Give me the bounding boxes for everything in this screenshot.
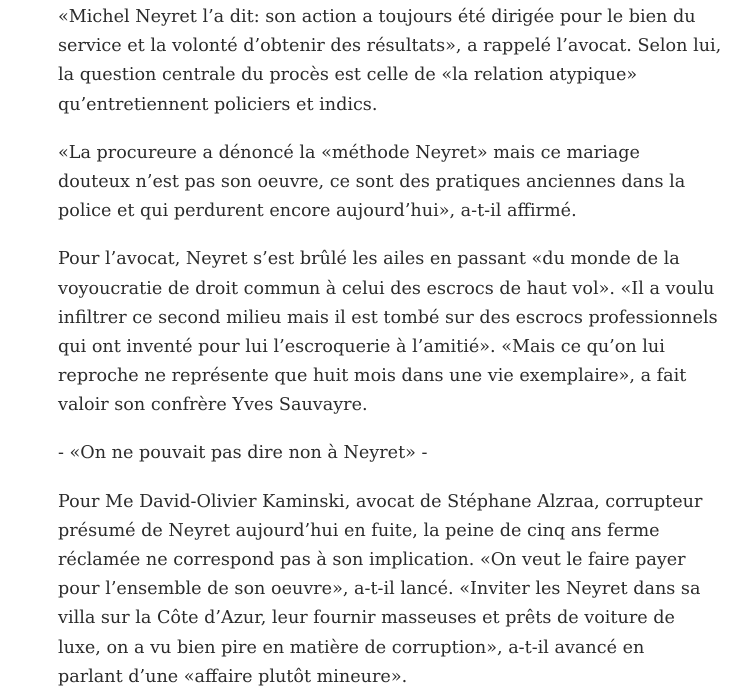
text-line: villa sur la Côte d’Azur, leur fournir masseuses et prêts de voiture de — [58, 608, 675, 629]
paragraph-spacer — [58, 120, 708, 139]
text-line: «Michel Neyret l’a dit: son action a toujours été dirigée pour le bien du — [58, 7, 696, 27]
text-line: la question centrale du procès est celle de «la relation atypique» — [58, 65, 638, 86]
text-line: valoir son confrère Yves Sauvayre. — [58, 395, 368, 416]
paragraph-avocat — [58, 245, 718, 420]
text-line: qui ont inventé pour lui l’escroquerie à l’amitié». «Mais ce qu’on lui — [58, 336, 665, 357]
article-body — [58, 3, 722, 692]
text-line: présumé de Neyret aujourd’hui en fuite, la peine de cinq ans ferme — [58, 520, 660, 541]
text-line: «La procureure a dénoncé la «méthode Neyret» mais ce mariage — [58, 142, 640, 163]
paragraph-neyret-statement — [58, 3, 722, 120]
text-line: voyoucratie de droit commun à celui des escrocs de haut vol». «Il a voulu — [58, 278, 715, 299]
text-line: luxe, on a vu bien pire en matière de corruption», a-t-il avancé en — [58, 637, 645, 658]
text-line: Pour l’avocat, Neyret s’est brûlé les ailes en passant «du monde de la — [58, 249, 680, 270]
text-line: police et qui perdurent encore aujourd’hui», a-t-il affirmé. — [58, 201, 577, 222]
paragraph-spacer — [58, 469, 708, 488]
paragraph-kaminski — [58, 488, 708, 692]
paragraph-spacer — [58, 226, 708, 245]
text-line: Pour Me David-Olivier Kaminski, avocat de Stéphane Alzraa, corrupteur — [58, 491, 703, 512]
section-subheading — [58, 439, 708, 468]
text-line: service et la volonté d’obtenir des résultats», a rappelé l’avocat. Selon lui, — [58, 36, 722, 57]
text-line: infiltrer ce second milieu mais il est tombé sur des escrocs professionnels — [58, 307, 718, 328]
text-line: douteux n’est pas son oeuvre, ce sont des pratiques anciennes dans la — [58, 171, 686, 192]
text-line: qu’entretiennent policiers et indics. — [58, 94, 378, 115]
text-line: réclamée ne correspond pas à son implication. «On veut le faire payer — [58, 550, 686, 570]
text-line: - «On ne pouvait pas dire non à Neyret» - — [58, 443, 428, 464]
paragraph-spacer — [58, 420, 708, 439]
text-line: parlant d’une «affaire plutôt mineure». — [58, 666, 408, 687]
paragraph-procureure — [58, 139, 708, 227]
text-line: reproche ne représente que huit mois dans une vie exemplaire», a fait — [58, 366, 687, 387]
text-line: pour l’ensemble de son oeuvre», a-t-il lancé. «Inviter les Neyret dans sa — [58, 579, 701, 600]
